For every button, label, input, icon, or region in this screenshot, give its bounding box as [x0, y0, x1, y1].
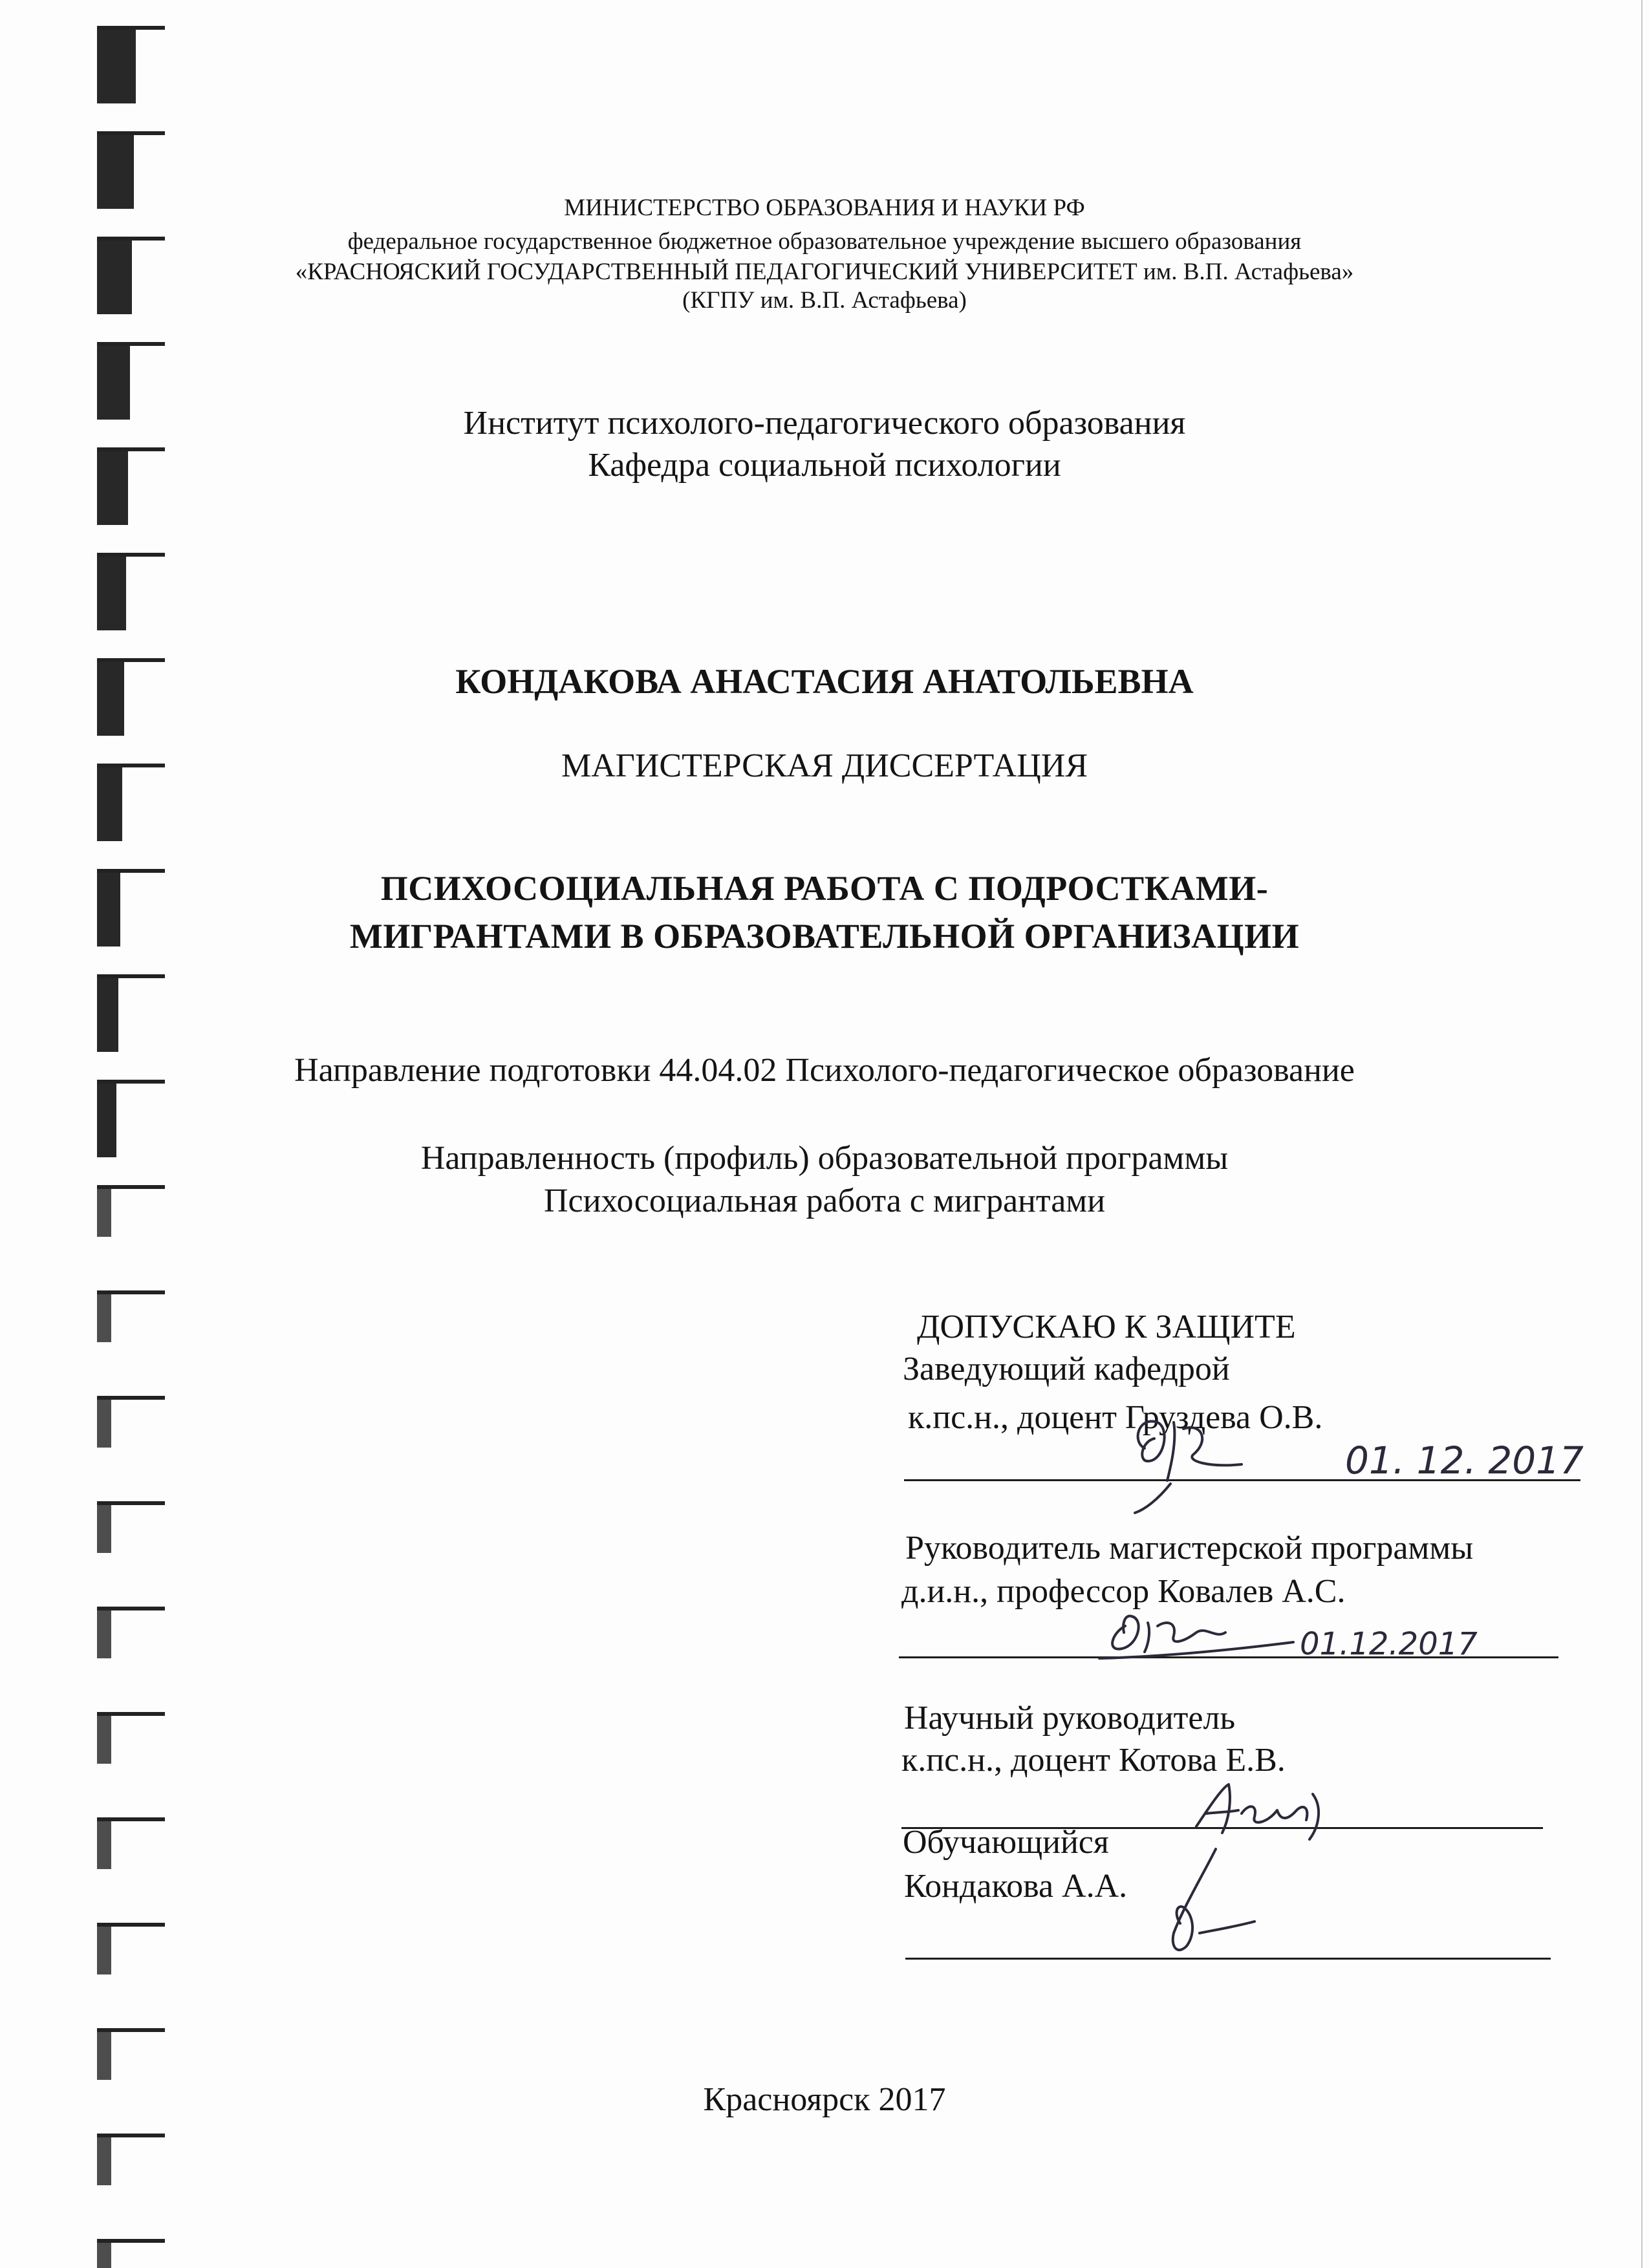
thesis-title-line-1: ПСИХОСОЦИАЛЬНАЯ РАБОТА С ПОДРОСТКАМИ- [380, 869, 1269, 908]
binding-hole [97, 1607, 111, 1658]
binding-tick [97, 1817, 165, 1821]
binding-hole [97, 26, 136, 103]
binding-hole [97, 974, 118, 1052]
head-signature [1125, 1403, 1293, 1513]
institution-type-line: федеральное государственное бюджетное образовательное учреждение высшего образования [347, 228, 1302, 255]
head-name: к.пс.н., доцент Груздева О.В. [908, 1399, 1323, 1436]
university-abbreviation: (КГПУ им. В.П. Астафьева) [682, 287, 967, 314]
binding-hole [97, 1923, 111, 1974]
head-sign-date: 01. 12. 2017 [1345, 1439, 1584, 1482]
profile-label: Направленность (профиль) образовательной программы [420, 1140, 1229, 1177]
binding-hole [97, 1712, 111, 1764]
binding-tick [97, 1712, 165, 1716]
thesis-title-line-2: МИГРАНТАМИ В ОБРАЗОВАТЕЛЬНОЙ ОРГАНИЗАЦИИ [349, 917, 1300, 956]
supervisor-name: к.пс.н., доцент Котова Е.В. [901, 1742, 1286, 1779]
binding-hole [97, 1290, 111, 1342]
binding-tick [97, 974, 165, 978]
supervisor-role: Научный руководитель [904, 1700, 1236, 1737]
binding-tick [97, 2134, 165, 2137]
binding-hole [97, 2028, 111, 2080]
binding-tick [97, 1923, 165, 1927]
profile-value: Психосоциальная работа с мигрантами [543, 1182, 1106, 1219]
binding-hole [97, 553, 126, 630]
binding-tick [97, 2028, 165, 2032]
binding-holes-strip [0, 0, 207, 2268]
binding-tick [97, 2239, 165, 2243]
institute-name: Институт психолого-педагогического образования [463, 405, 1186, 442]
student-role: Обучающийся [903, 1824, 1109, 1861]
binding-tick [97, 1501, 165, 1505]
binding-hole [97, 2134, 111, 2185]
study-direction: Направление подготовки 44.04.02 Психолого-педагогическое образование [294, 1052, 1355, 1089]
approval-heading: ДОПУСКАЮ К ЗАЩИТЕ [917, 1309, 1296, 1345]
binding-hole [97, 1817, 111, 1869]
city-year: Красноярск 2017 [703, 2081, 946, 2118]
binding-tick [97, 1607, 165, 1610]
program-head-name: д.и.н., профессор Ковалев А.С. [901, 1573, 1346, 1610]
binding-tick [97, 342, 165, 346]
student-name: Кондакова А.А. [904, 1868, 1128, 1905]
supervisor-signature [1183, 1775, 1352, 1846]
program-head-sign-date: 01.12.2017 [1300, 1626, 1478, 1662]
student-signature [1138, 1836, 1280, 1965]
binding-tick [97, 131, 165, 135]
work-type: МАГИСТЕРСКАЯ ДИССЕРТАЦИЯ [561, 747, 1088, 784]
ministry-line: МИНИСТЕРСТВО ОБРАЗОВАНИЯ И НАУКИ РФ [564, 195, 1085, 221]
binding-tick [97, 1290, 165, 1294]
university-name: «КРАСНОЯСКИЙ ГОСУДАРСТВЕННЫЙ ПЕДАГОГИЧЕСКИЙ УНИВЕРСИТЕТ им. В.П. Астафьева» [295, 259, 1354, 285]
program-head-signature [1086, 1587, 1306, 1671]
binding-tick [97, 553, 165, 557]
head-role: Заведующий кафедрой [903, 1351, 1230, 1387]
binding-hole [97, 1396, 111, 1448]
binding-hole [97, 2239, 111, 2268]
binding-tick [97, 26, 165, 30]
binding-hole [97, 1501, 111, 1553]
binding-tick [97, 1396, 165, 1400]
author-name: КОНДАКОВА АНАСТАСИЯ АНАТОЛЬЕВНА [455, 662, 1194, 701]
page-edge [1641, 0, 1643, 2268]
department-name: Кафедра социальной психологии [588, 447, 1061, 484]
program-head-role: Руководитель магистерской программы [905, 1530, 1474, 1567]
